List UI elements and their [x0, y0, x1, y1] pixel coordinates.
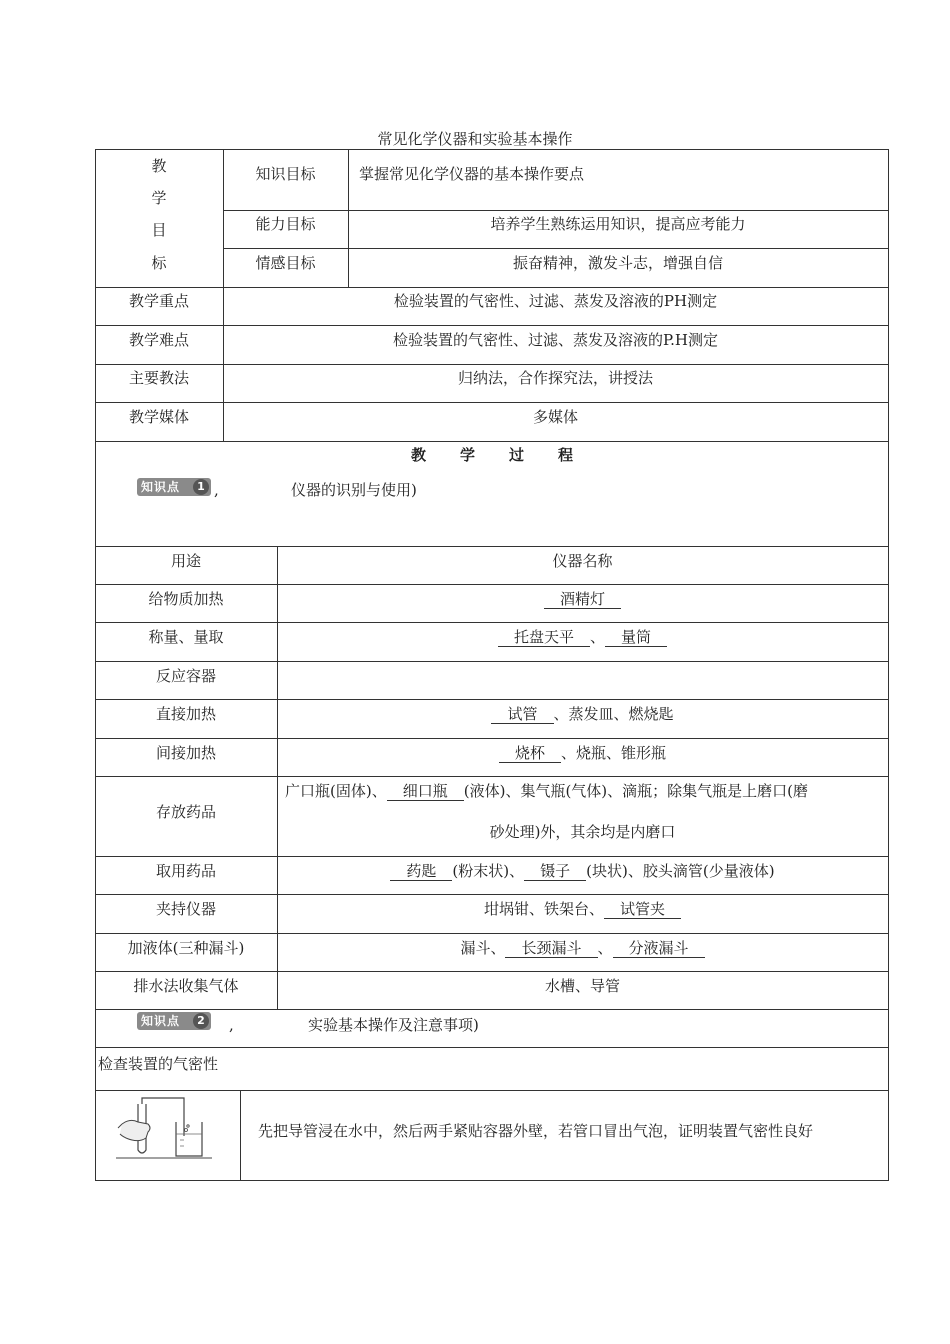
objectives-label-char: 学 — [151, 189, 167, 207]
instrument-cell: 托盘天平 、 量筒 — [277, 628, 888, 647]
instrument-cell-line1: 广口瓶(固体)、 细口瓶 (液体)、集气瓶(气体)、滴瓶；除集气瓶是上磨口(磨 — [285, 782, 808, 800]
knowledge-goal-label: 知识目标 — [255, 165, 316, 183]
column-header-use: 用途 — [170, 552, 201, 570]
kp1-badge: 知识点 1 — [137, 478, 211, 496]
airtightness-apparatus-illustration — [112, 1094, 216, 1164]
use-cell: 存放药品 — [155, 803, 216, 821]
ability-goal-label: 能力目标 — [255, 215, 316, 233]
use-cell: 排水法收集气体 — [133, 977, 239, 995]
answer-blank: 试管夹 — [604, 901, 681, 919]
info-value: 多媒体 — [532, 408, 578, 426]
answer-blank: 细口瓶 — [387, 783, 464, 801]
answer-blank: 量筒 — [605, 629, 667, 647]
instrument-cell-line2: 砂处理)外，其余均是内磨口 — [489, 823, 676, 841]
use-cell: 给物质加热 — [148, 590, 224, 608]
info-label: 教学媒体 — [128, 408, 189, 426]
objectives-label-char: 教 — [151, 157, 167, 175]
process-heading: 教学过程 — [410, 446, 607, 464]
use-cell: 夹持仪器 — [155, 900, 216, 918]
answer-blank: 试管 — [491, 706, 553, 724]
column-header-name: 仪器名称 — [552, 552, 613, 570]
use-cell: 加液体(三种漏斗) — [127, 939, 245, 957]
instrument-cell — [277, 590, 888, 609]
instrument-cell: 水槽、导管 — [544, 977, 620, 995]
use-cell: 取用药品 — [155, 862, 216, 880]
kp2-badge: 知识点 2 — [137, 1012, 211, 1030]
kp1-comma: , — [214, 481, 219, 499]
use-cell: 间接加热 — [155, 744, 216, 762]
airtight-description: 先把导管浸在水中，然后两手紧贴容器外壁，若管口冒出气泡，证明装置气密性良好 — [258, 1122, 814, 1140]
knowledge-goal-value: 掌握常见化学仪器的基本操作要点 — [359, 165, 585, 183]
emotion-goal-value: 振奋精神，激发斗志，增强自信 — [512, 254, 723, 272]
ability-goal-value: 培养学生熟练运用知识，提高应考能力 — [490, 215, 746, 233]
kp2-title: 实验基本操作及注意事项) — [308, 1016, 479, 1034]
info-value: 归纳法，合作探究法，讲授法 — [457, 369, 653, 387]
instrument-cell: 试管 、蒸发皿、燃烧匙 — [277, 705, 888, 724]
answer-blank: 长颈漏斗 — [505, 940, 597, 958]
emotion-goal-label: 情感目标 — [255, 254, 316, 272]
info-value: 检验装置的气密性、过滤、蒸发及溶液的P.H测定 — [393, 331, 718, 349]
info-value: 检验装置的气密性、过滤、蒸发及溶液的PH测定 — [393, 292, 718, 310]
info-label: 教学重点 — [128, 292, 189, 310]
answer-blank: 托盘天平 — [498, 629, 590, 647]
kp2-comma: , — [229, 1016, 234, 1034]
use-cell: 称量、量取 — [148, 628, 224, 646]
answer-blank: 药匙 — [390, 863, 452, 881]
instrument-cell: 漏斗、 长颈漏斗 、 分液漏斗 — [277, 939, 888, 958]
kp1-title: 仪器的识别与使用) — [291, 481, 417, 499]
objectives-label-char: 目 — [151, 221, 167, 239]
use-cell: 反应容器 — [155, 667, 216, 685]
use-cell: 直接加热 — [155, 705, 216, 723]
answer-blank: 烧杯 — [499, 745, 561, 763]
objectives-label-char: 标 — [151, 254, 167, 272]
answer-blank: 分液漏斗 — [613, 940, 705, 958]
instrument-cell: 烧杯 、烧瓶、锥形瓶 — [277, 744, 888, 763]
answer-blank: 酒精灯 — [544, 591, 621, 609]
instrument-cell: 药匙 (粉末状)、 镊子 (块状)、胶头滴管(少量液体) — [277, 862, 888, 881]
info-label: 教学难点 — [128, 331, 189, 349]
page-title: 常见化学仪器和实验基本操作 — [377, 130, 573, 148]
answer-blank: 镊子 — [524, 863, 586, 881]
airtight-heading: 检查装置的气密性 — [98, 1055, 219, 1073]
info-label: 主要教法 — [128, 369, 189, 387]
instrument-cell: 坩埚钳、铁架台、 试管夹 — [277, 900, 888, 919]
